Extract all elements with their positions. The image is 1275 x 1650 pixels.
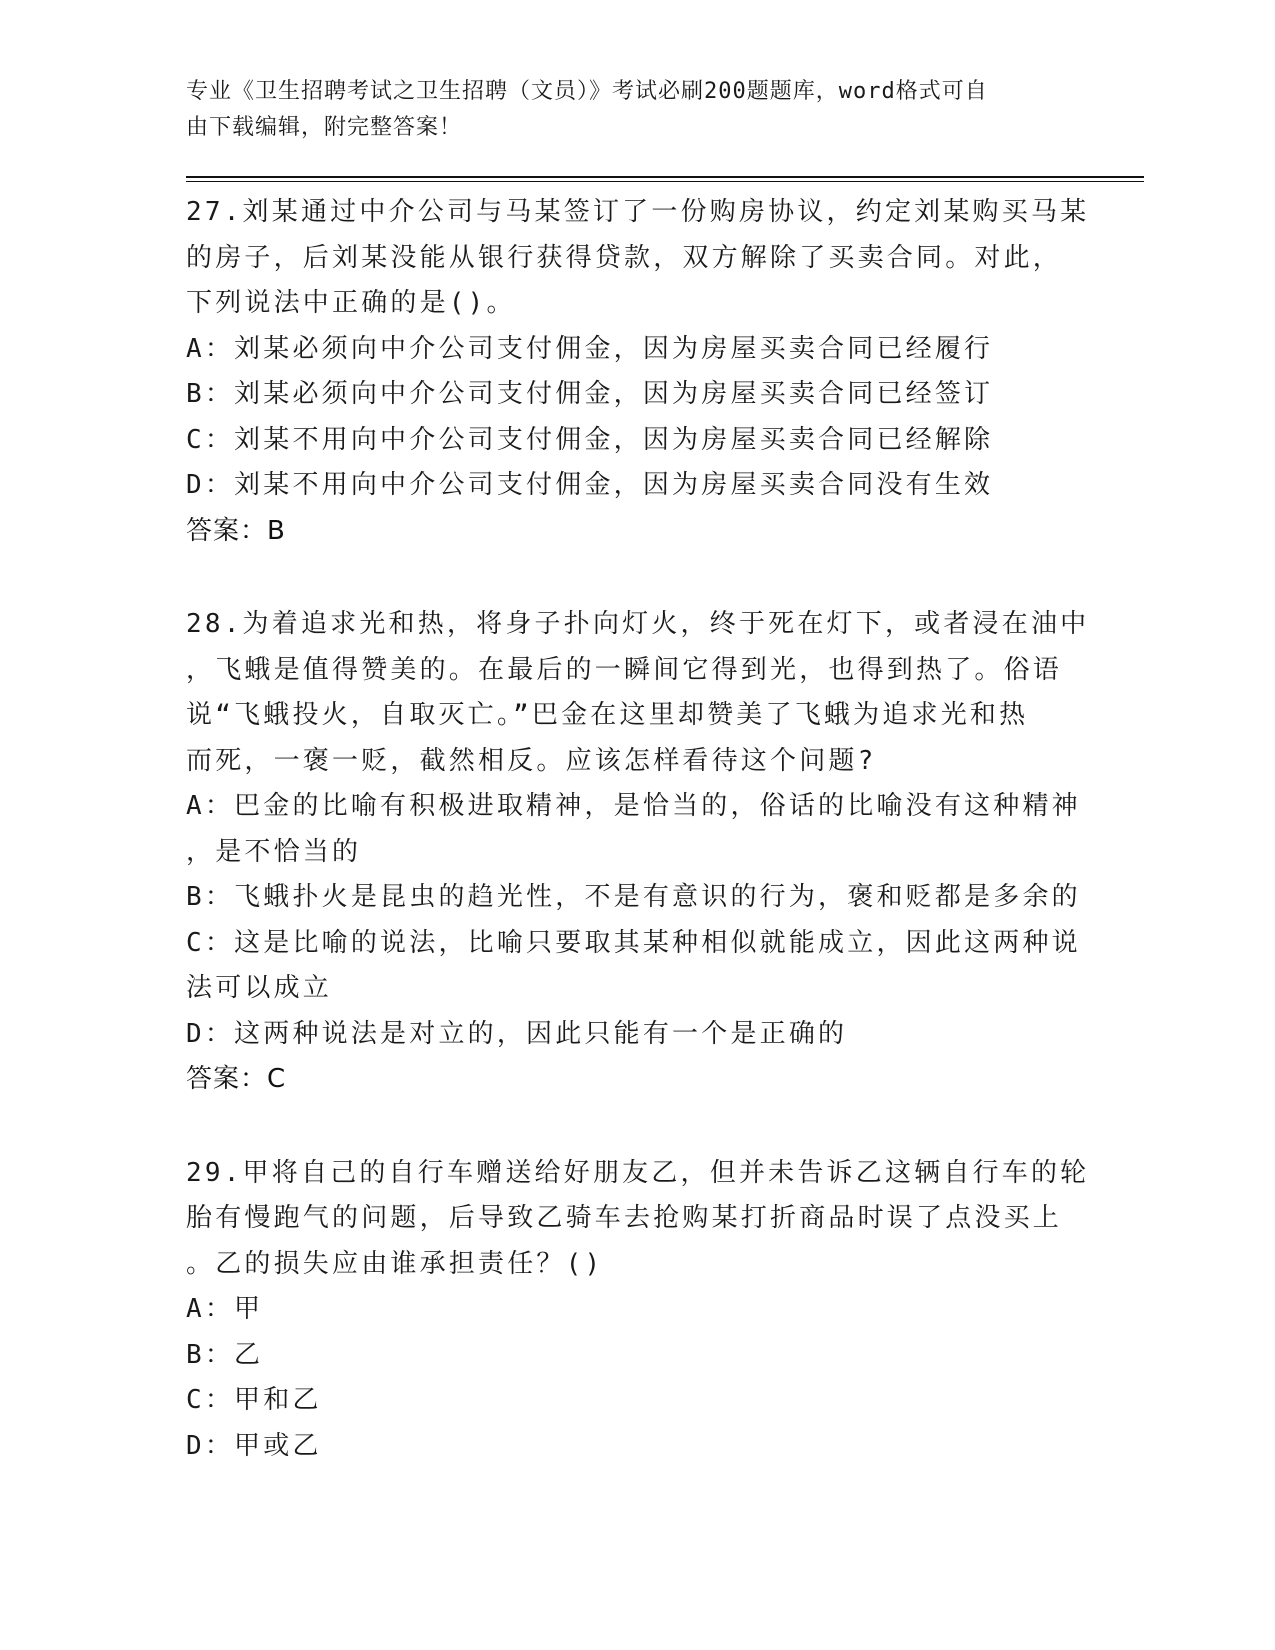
- answer-label: 答案：C: [186, 1064, 287, 1094]
- question-27: [186, 190, 1090, 554]
- option-a: A：巴金的比喻有积极进取精神，是恰当的，俗话的比喻没有这种精神: [186, 791, 1081, 821]
- answer-label: 答案：B: [186, 515, 286, 546]
- option-a: A：甲: [186, 1294, 264, 1324]
- option-a: A：刘某必须向中介公司支付佣金，因为房屋买卖合同已经履行: [186, 333, 994, 364]
- header-divider-thin: [186, 181, 1144, 182]
- question-stem-line: 而死，一褒一贬，截然相反。应该怎样看待这个问题?: [186, 745, 877, 776]
- option-d: D：这两种说法是对立的，因此只能有一个是正确的: [186, 1018, 848, 1049]
- option-a-continued: ，是不恰当的: [186, 836, 362, 867]
- question-stem-line: 下列说法中正确的是()。: [186, 288, 516, 318]
- document-header: [186, 74, 1086, 146]
- question-list: [186, 190, 1090, 1517]
- question-stem-line: 28.为着追求光和热，将身子扑向灯火，终于死在灯下，或者浸在油中: [186, 609, 1090, 639]
- header-line: 由下载编辑，附完整答案！: [186, 115, 463, 140]
- question-stem-line: 说“飞蛾投火，自取灭亡。”巴金在这里却赞美了飞蛾为追求光和热: [186, 700, 1029, 730]
- option-b: B：飞蛾扑火是昆虫的趋光性，不是有意识的行为，褒和贬都是多余的: [186, 882, 1081, 912]
- option-c: C：这是比喻的说法，比喻只要取其某种相似就能成立，因此这两种说: [186, 927, 1081, 958]
- option-c-continued: 法可以成立: [186, 973, 333, 1003]
- option-c: C：刘某不用向中介公司支付佣金，因为房屋买卖合同已经解除: [186, 424, 994, 455]
- question-stem-line: 29.甲将自己的自行车赠送给好朋友乙，但并未告诉乙这辆自行车的轮: [186, 1157, 1090, 1188]
- option-d: D：甲或乙: [186, 1430, 322, 1461]
- header-divider-thick: [186, 176, 1144, 178]
- question-28: [186, 602, 1090, 1103]
- question-stem-line: 27.刘某通过中介公司与马某签订了一份购房协议，约定刘某购买马某: [186, 197, 1090, 227]
- header-line: 专业《卫生招聘考试之卫生招聘（文员）》考试必刷200题题库，word格式可自: [186, 79, 988, 104]
- question-stem-line: 胎有慢跑气的问题，后导致乙骑车去抢购某打折商品时误了点没买上: [186, 1203, 1063, 1233]
- option-b: B：刘某必须向中介公司支付佣金，因为房屋买卖合同已经签订: [186, 379, 994, 409]
- question-stem-line: 的房子，后刘某没能从银行获得贷款，双方解除了买卖合同。对此，: [186, 242, 1063, 273]
- option-d: D：刘某不用向中介公司支付佣金，因为房屋买卖合同没有生效: [186, 470, 994, 500]
- option-b: B：乙: [186, 1339, 264, 1370]
- question-29: [186, 1151, 1090, 1470]
- question-stem-line: ，飞蛾是值得赞美的。在最后的一瞬间它得到光，也得到热了。俗语: [186, 654, 1063, 685]
- question-stem-line: 。乙的损失应由谁承担责任？(): [186, 1248, 604, 1279]
- option-c: C：甲和乙: [186, 1385, 322, 1415]
